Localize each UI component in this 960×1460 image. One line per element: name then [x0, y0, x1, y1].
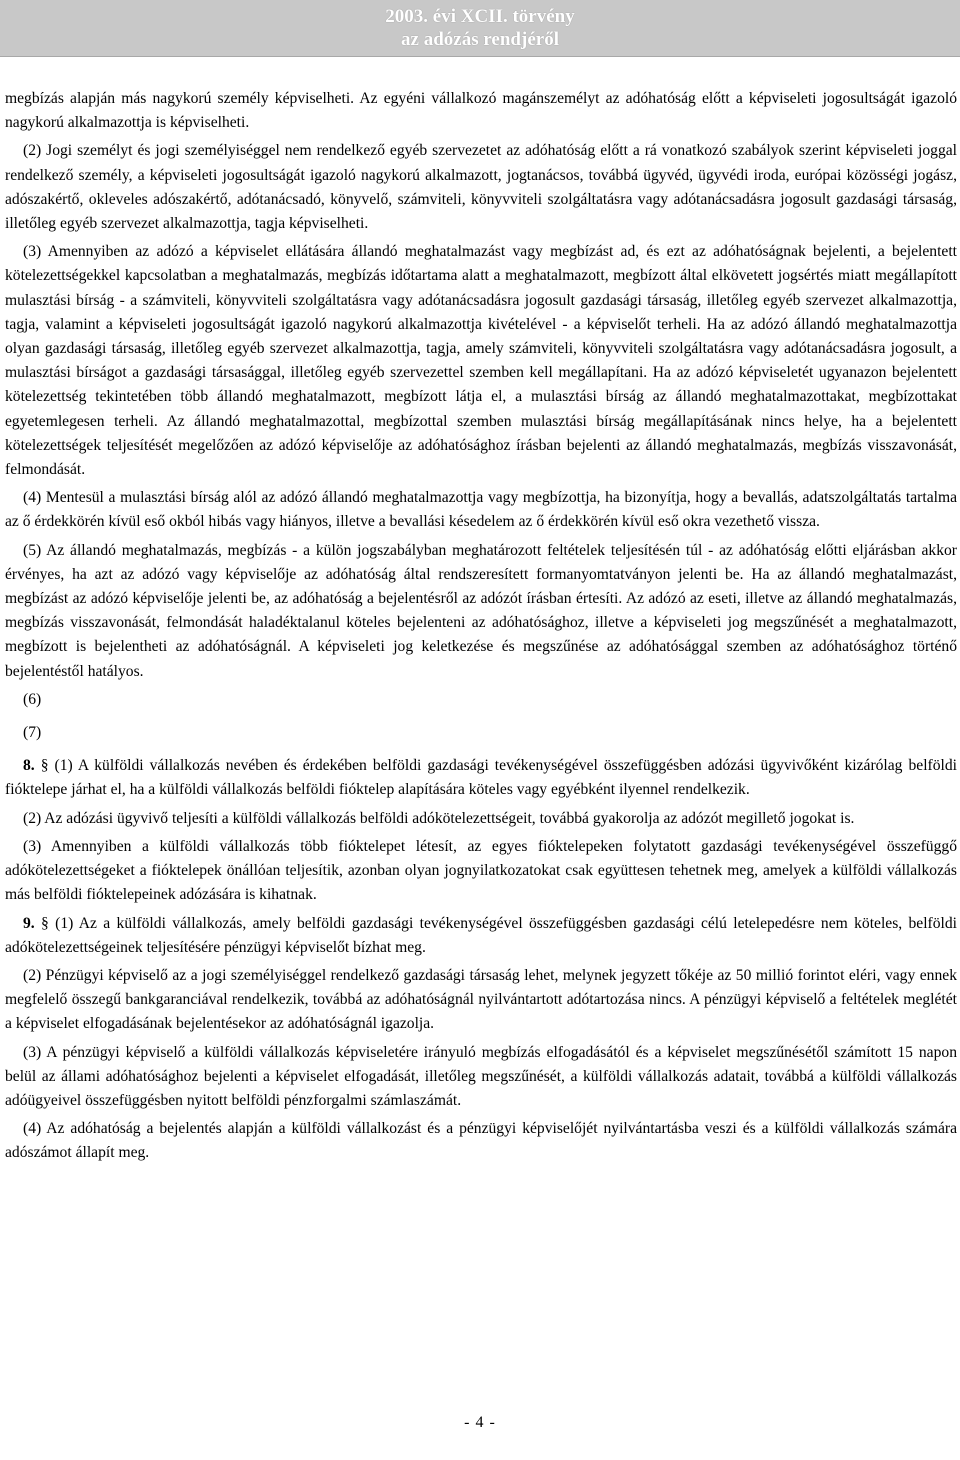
section-number: 8.: [23, 757, 35, 775]
paragraph-text: § (1) A külföldi vállalkozás nevében és érdekében belföldi gazdasági tevékenységével összefüggésben adózási ügyvivőként kizárólag belföldi fióktelepe járhat el, ha a külföldi vállalkozás belföldi fióktelep alapítására köteles vagy egyébként ilyennel rendelkezik.: [5, 757, 957, 799]
section-8-paragraph-1: [5, 754, 957, 802]
section-number: 9.: [23, 914, 35, 932]
paragraph-empty-7: (7): [23, 724, 42, 742]
document-body: [5, 87, 957, 1170]
document-title: 2003. évi XCII. törvény: [385, 6, 575, 27]
paragraph-text: § (1) Az a külföldi vállalkozás, amely belföldi gazdasági tevékenységével összefüggésben gazdasági célú letelepedésre nem köteles, belföldi adókötelezettségeinek teljesítésére pénzügyi képviselőt bízhat meg.: [5, 914, 957, 956]
paragraph: (2) Jogi személyt és jogi személyiséggel nem rendelkező egyéb szervezetet az adóhatóság előtt a rá vonatkozó szabályok szerint képviseleti joggal rendelkező személy, a képviseleti jogosultságát igazoló nagykorú alkalmazott, jogtanácsos, továbbá ügyvéd, ügyvédi iroda, európai közösségi jogász, adószakértő, okleveles adószakértő, adótanácsadó, könyvelő, számviteli, könyvviteli szolgáltatásra vagy adótanácsadásra jogosult gazdasági társaság, illetőleg egyéb szervezet alkalmazottja, tagja képviselheti.: [5, 142, 957, 233]
paragraph: (3) Amennyiben az adózó a képviselet ellátására állandó meghatalmazást vagy megbízást ad, és ezt az adóhatóságnak bejelenti, a bejelentett kötelezettségekkel kapcsolatban a meghatalmazás, megbízás időtartama alatt a meghatalmazott, megbízott által elkövetett jogsértés miatt megállapított mulasztási bírság - a számviteli, könyvviteli szolgáltatásra vagy adótanácsadásra jogosult gazdasági társaság, illetőleg egyéb szervezet alkalmazottja, tagja, valamint a képviseleti jogosultságát igazoló nagykorú alkalmazottja kivételével - a képviselőt terheli. Ha az adózó állandó meghatalmazottja olyan gazdasági társaság, illetőleg egyéb szervezet alkalmazottja, tagja, amely számviteli, könyvviteli szolgáltatásra vagy adótanácsadásra jogosult, a mulasztási bírságot a gazdasági társasággal, illetőleg egyéb szervezettel szemben kell megállapítani. Ha az adózó képviseletét ugyanazon bejelentett kötelezettség tekintetében több állandó meghatalmazott, megbízott látja el, a mulasztási bírság az állandó meghatalmazottakat, megbízottakat egyetemlegesen terheli. Az állandó meghatalmazottal, megbízottal szemben mulasztási bírság megállapításának nincs helye, ha a bejelentett kötelezettségek teljesítését megelőzően az adózó képviselője az adóhatósághoz írásban bejelenti az állandó meghatalmazás, megbízás visszavonását, felmondását.: [5, 243, 957, 479]
document-header: [0, 0, 960, 57]
paragraph: (2) Az adózási ügyvivő teljesíti a külföldi vállalkozás belföldi adókötelezettségeit, továbbá gyakorolja az adózót megillető jogokat is.: [23, 809, 855, 827]
section-9-paragraph-1: [5, 912, 957, 960]
paragraph: megbízás alapján más nagykorú személy képviselheti. Az egyéni vállalkozó magánszemélyt az adóhatóság előtt a képviseleti jogosultságát igazoló nagykorú alkalmazottja is képviselheti.: [5, 90, 957, 132]
paragraph: (2) Pénzügyi képviselő az a jogi személyiséggel rendelkező gazdasági társaság lehet, melynek jegyzett tőkéje az 50 millió forintot eléri, vagy ennek megfelelő összegű bankgaranciával rendelkezik, továbbá az adóhatóságnál nyilvántartott adótartozása nincs. A pénzügyi képviselő a feltételek meglétét a képviselet elfogadásának bejelentésekor az adóhatóságnál igazolja.: [5, 966, 957, 1033]
document-subtitle: az adózás rendjéről: [401, 29, 559, 50]
paragraph: (4) Mentesül a mulasztási bírság alól az adózó állandó meghatalmazottja vagy megbízottja, ha bizonyítja, hogy a bevallás, adatszolgáltatás tartalma az ő érdekkörén kívül eső okból hibás vagy hiányos, illetve a bevallási késedelem az ő érdekkörén kívül eső okra vezethető vissza.: [5, 489, 957, 531]
paragraph: (3) A pénzügyi képviselő a külföldi vállalkozás képviseletére irányuló megbízás elfogadásától és a képviselet megszűnésétől számított 15 napon belül az állami adóhatósághoz bejelenti a képviselet elfogadását, illetőleg megszűnését, a külföldi vállalkozás adatait, továbbá a külföldi vállalkozás adóügyeivel összefüggésben nyitott belföldi pénzforgalmi számlaszámát.: [5, 1043, 957, 1109]
paragraph-empty-6: (6): [23, 690, 42, 708]
paragraph: (4) Az adóhatóság a bejelentés alapján a külföldi vállalkozást és a pénzügyi képviselőjét nyilvántartásba veszi és a külföldi vállalkozás számára adószámot állapít meg.: [5, 1120, 957, 1162]
paragraph: (5) Az állandó meghatalmazás, megbízás - a külön jogszabályban meghatározott feltételek teljesítésén túl - az adóhatóság előtti eljárásban akkor érvényes, ha azt az adózó vagy képviselője az adóhatóság által rendszeresített formanyomtatványon jelenti be. Ha az állandó meghatalmazást, megbízást az adózó képviselője jelenti be, az adóhatóság a bejelentésről az adózót írásban értesíti. Az adózó az eseti, illetve az állandó meghatalmazás, megbízás visszavonását, felmondását haladéktalanul köteles bejelenteni az adóhatósághoz, illetve a képviseleti jog megszűnését a meghatalmazott, megbízott is bejelentheti az adóhatóságnál. A képviseleti jog keletkezése és megszűnése az adóhatósággal szemben az adóhatósághoz történő bejelentéstől hatályos.: [5, 541, 957, 680]
page-number: - 4 -: [464, 1414, 496, 1431]
paragraph: (3) Amennyiben a külföldi vállalkozás több fióktelepet létesít, az egyes fióktelepeken folytatott gazdasági tevékenységével összefüggő adókötelezettségeket a fióktelepek önállóan teljesítik, azonban olyan jognyilatkozatokat csak együttesen tehetnek meg, amelyek a külföldi vállalkozás más belföldi fióktelepeinek adózására is kihatnak.: [5, 837, 957, 904]
